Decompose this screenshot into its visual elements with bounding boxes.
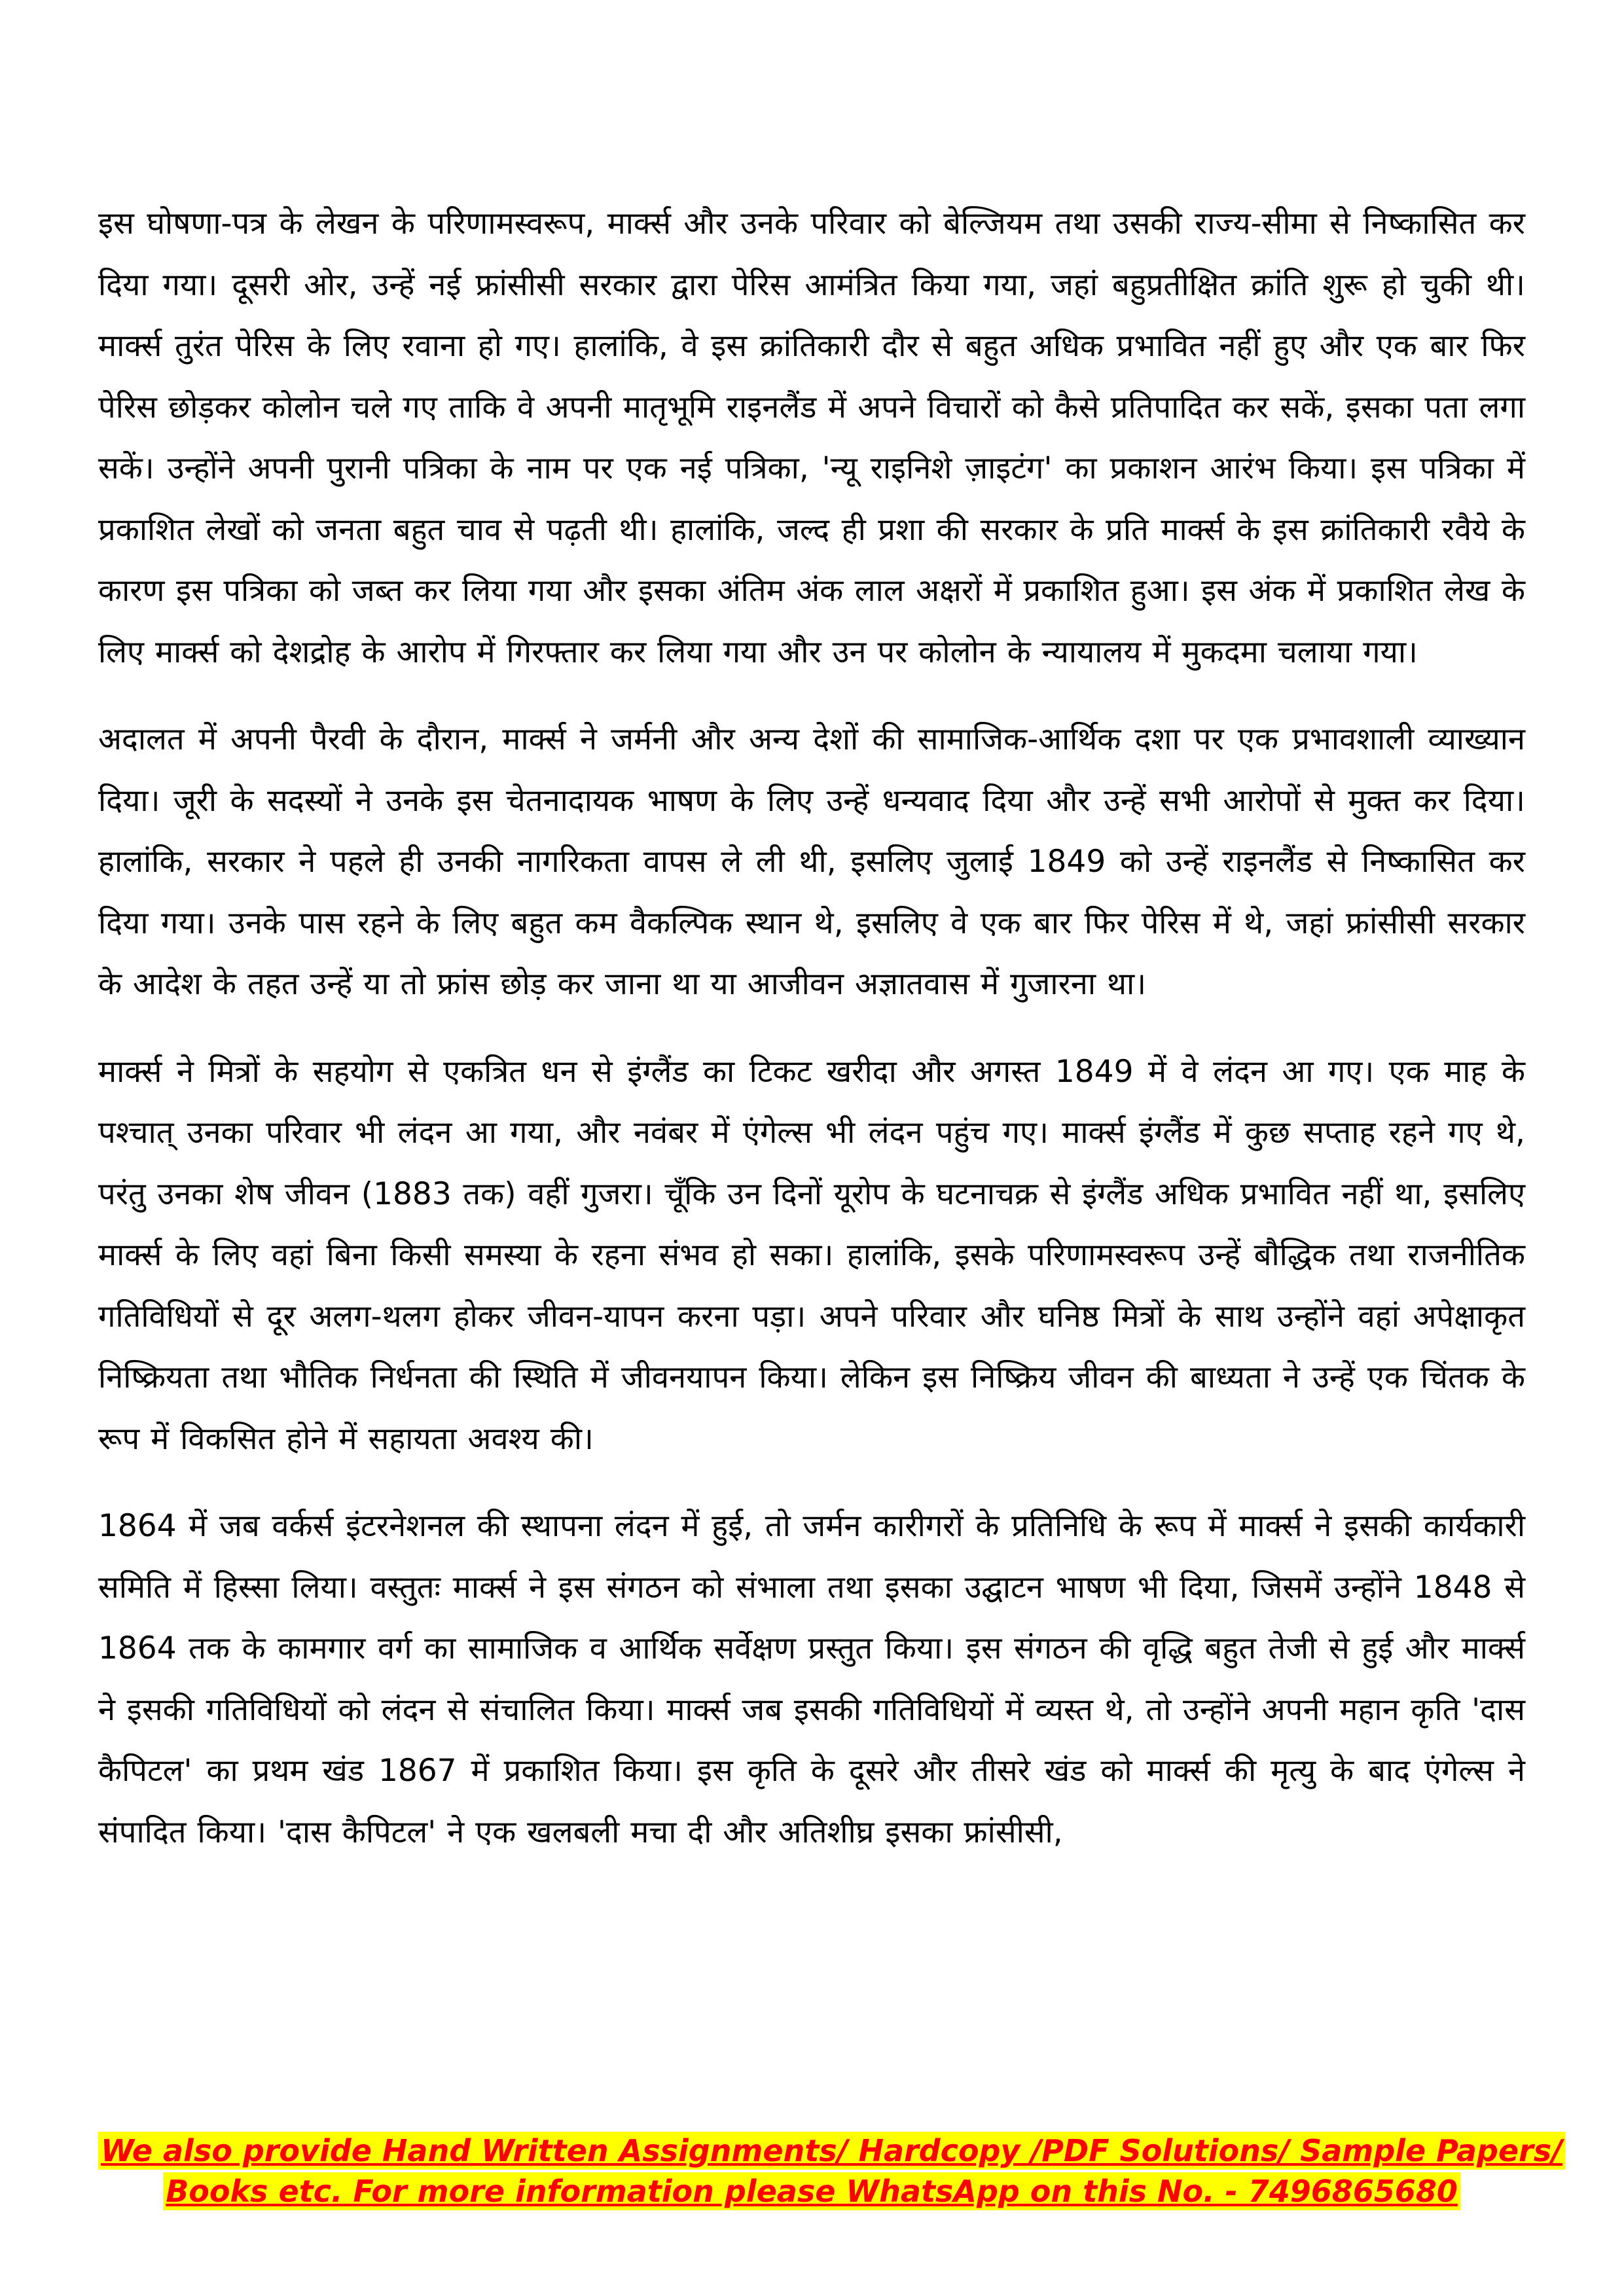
paragraph-manifesto-expulsion: इस घोषणा-पत्र के लेखन के परिणामस्वरूप, मार्क्स और उनके परिवार को बेल्जियम तथा उसकी राज्य-सीमा से निष्कासित कर दिया गया। दूसरी ओर, उन्हें नई फ्रांसीसी सरकार द्वारा पेरिस आमंत्रित किया गया, जहां बहुप्रतीक्षित क्रांति शुरू हो चुकी थी। मार्क्स तुरंत पेरिस के लिए रवाना हो गए। हालांकि, वे इस क्रांतिकारी दौर से बहुत अधिक प्रभावित नहीं हुए और एक बार फिर पेरिस छोड़कर कोलोन चले गए ताकि वे अपनी मातृभूमि राइनलैंड में अपने विचारों को कैसे प्रतिपादित कर सकें, इसका पता लगा सकें। उन्होंने अपनी पुरानी पत्रिका के नाम पर एक नई पत्रिका, 'न्यू राइनिशे ज़ाइटंग' का प्रकाशन आरंभ किया। इस पत्रिका में प्रकाशित लेखों को जनता बहुत चाव से पढ़ती थी। हालांकि, जल्द ही प्रशा की सरकार के प्रति मार्क्स के इस क्रांतिकारी रवैये के कारण इस पत्रिका को जब्त कर लिया गया और इसका अंतिम अंक लाल अक्षरों में प्रकाशित हुआ। इस अंक में प्रकाशित लेख के लिए मार्क्स को देशद्रोह के आरोप में गिरफ्तार कर लिया गया और उन पर कोलोन के न्यायालय में मुकदमा चलाया गया। bbox=[98, 206, 1525, 670]
paragraph-workers-international: 1864 में जब वर्कर्स इंटरनेशनल की स्थापना लंदन में हुई, तो जर्मन कारीगरों के प्रतिनिधि के रूप में मार्क्स ने इसकी कार्यकारी समिति में हिस्सा लिया। वस्तुतः मार्क्स ने इस संगठन को संभाला तथा इसका उद्घाटन भाषण भी दिया, जिसमें उन्होंने 1848 से 1864 तक के कामगार वर्ग का सामाजिक व आर्थिक सर्वेक्षण प्रस्तुत किया। इस संगठन की वृद्धि बहुत तेजी से हुई और मार्क्स ने इसकी गतिविधियों को लंदन से संचालित किया। मार्क्स जब इसकी गतिविधियों में व्यस्त थे, तो उन्होंने अपनी महान कृति 'दास कैपिटल' का प्रथम खंड 1867 में प्रकाशित किया। इस कृति के दूसरे और तीसरे खंड को मार्क्स की मृत्यु के बाद एंगेल्स ने संपादित किया। 'दास कैपिटल' ने एक खलबली मचा दी और अतिशीघ्र इसका फ्रांसीसी, bbox=[98, 1508, 1525, 1850]
advertisement-footer bbox=[98, 2130, 1562, 2212]
paragraph-london-life: मार्क्स ने मित्रों के सहयोग से एकत्रित धन से इंग्लैंड का टिकट खरीदा और अगस्त 1849 में वे लंदन आ गए। एक माह के पश्चात् उनका परिवार भी लंदन आ गया, और नवंबर में एंगेल्स भी लंदन पहुंच गए। मार्क्स इंग्लैंड में कुछ सप्ताह रहने गए थे, परंतु उनका शेष जीवन (1883 तक) वहीं गुजरा। चूँकि उन दिनों यूरोप के घटनाचक्र से इंग्लैंड अधिक प्रभावित नहीं था, इसलिए मार्क्स के लिए वहां बिना किसी समस्या के रहना संभव हो सका। हालांकि, इसके परिणामस्वरूप उन्हें बौद्धिक तथा राजनीतिक गतिविधियों से दूर अलग-थलग होकर जीवन-यापन करना पड़ा। अपने परिवार और घनिष्ठ मित्रों के साथ उन्होंने वहां अपेक्षाकृत निष्क्रियता तथा भौतिक निर्धनता की स्थिति में जीवनयापन किया। लेकिन इस निष्क्रिय जीवन की बाध्यता ने उन्हें एक चिंतक के रूप में विकसित होने में सहायता अवश्य की। bbox=[98, 1053, 1525, 1457]
document-body bbox=[98, 193, 1525, 1889]
paragraph-court-trial: अदालत में अपनी पैरवी के दौरान, मार्क्स ने जर्मनी और अन्य देशों की सामाजिक-आर्थिक दशा पर एक प्रभावशाली व्याख्यान दिया। जूरी के सदस्यों ने उनके इस चेतनादायक भाषण के लिए उन्हें धन्यवाद दिया और उन्हें सभी आरोपों से मुक्त कर दिया। हालांकि, सरकार ने पहले ही उनकी नागरिकता वापस ले ली थी, इसलिए जुलाई 1849 को उन्हें राइनलैंड से निष्कासित कर दिया गया। उनके पास रहने के लिए बहुत कम वैकल्पिक स्थान थे, इसलिए वे एक बार फिर पेरिस में थे, जहां फ्रांसीसी सरकार के आदेश के तहत उन्हें या तो फ्रांस छोड़ कर जाना था या आजीवन अज्ञातवास में गुजारना था। bbox=[98, 721, 1525, 1002]
footer-line-1: We also provide Hand Written Assignments/ Hardcopy /PDF Solutions/ Sample Papers/ bbox=[98, 2130, 1525, 2171]
footer-line-2: Books etc. For more information please WhatsApp on this No. - 7496865680 bbox=[98, 2171, 1525, 2212]
